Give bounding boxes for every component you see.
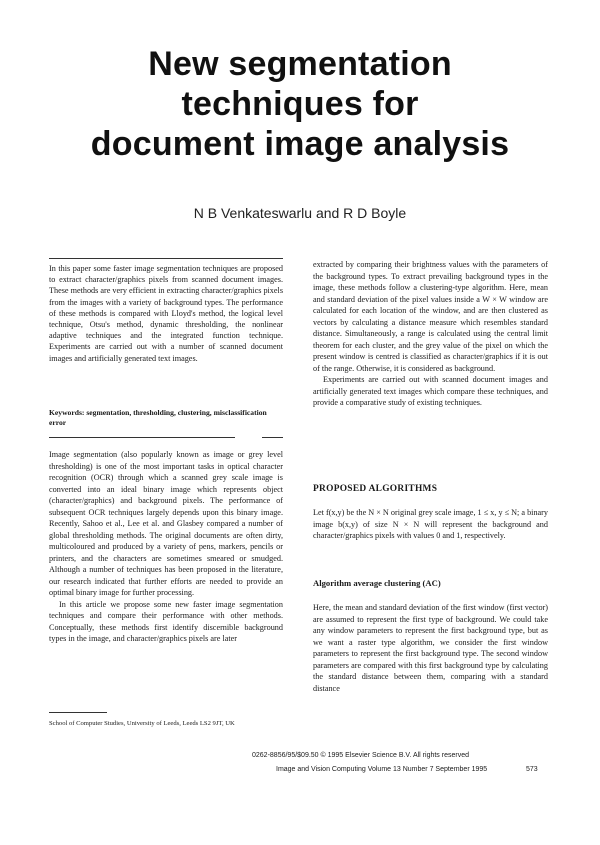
title-line-1: New segmentation	[148, 45, 452, 83]
abstract-bottom-rule	[49, 437, 235, 438]
section-heading-proposed-algorithms: PROPOSED ALGORITHMS	[313, 484, 438, 494]
keywords: Keywords: segmentation, thresholding, clustering, misclassification error	[49, 408, 267, 427]
page-number: 573	[526, 766, 538, 773]
right-paragraph-2: Experiments are carried out with scanned document images and artificially generated text images which compare these techniques, and provide a comparative study of existing techniques.	[313, 375, 548, 407]
abstract-text: In this paper some faster image segmentation techniques are proposed to extract character/graphics pixels from scanned document images. These methods are very efficient in extracting character/graphics pixels from the images with a variety of background types. The performance of these methods is compared with Lloyd's method, the logical level technique, Otsu's method, dynamic thresholding, the nonlinear adaptive techniques and the integrated function technique. Experiments are carried out with a number of scanned document images and artificially generated text images.	[49, 264, 283, 363]
left-column-body	[49, 449, 283, 645]
intro-paragraph-1: Image segmentation (also popularly known as image or grey level thresholding) is one of the most important tasks in optical character recognition (OCR) through which a scanned grey scale image is converted into an ideal binary image which represents object (character/graphics) and background pixels. The performance of subsequent OCR techniques largely depends upon this binary image. Recently, Sahoo et al., Lee et al. and Glasbey compared a number of global thresholding methods. The original documents are often dirty, multicoloured and produced by a variety of pens, markers, pencils or printers, and the characters are sometimes smeared or smudged. Although a number of techniques has been proposed in the literature, our research indicated that further efforts are needed to provide an optimal binary image for further processing.	[49, 450, 283, 597]
abstract-bottom-rule-short	[262, 437, 283, 438]
authors: N B Venkateswarlu and R D Boyle	[193, 205, 407, 221]
subsection-heading-average-clustering: Algorithm average clustering (AC)	[313, 578, 441, 588]
footer-copyright: 0262-8856/95/$09.50 © 1995 Elsevier Science B.V. All rights reserved	[252, 752, 469, 759]
proposed-paragraph: Let f(x,y) be the N × N original grey scale image, 1 ≤ x, y ≤ N; a binary image b(x,y) of size N × N will represent the background and character/graphics pixels with values 0 and 1, respectively.	[313, 508, 548, 540]
title-line-3: document image analysis	[90, 125, 510, 163]
right-column-body	[313, 259, 548, 409]
title-line-2: techniques for	[181, 85, 419, 123]
abstract-top-rule	[49, 258, 283, 259]
ac-paragraph: Here, the mean and standard deviation of the first window (first vector) are assumed to represent the first type of background. We could take any window parameters to represent the first background type, but as we want a raster type algorithm, we consider the first window parameters to represent the first background type. The second window parameters are compared with this first background type by calculating the standard distance between them, comparing with a standard distance	[313, 603, 548, 693]
intro-paragraph-2: In this article we propose some new faster image segmentation techniques and compare their performance with other methods. Conceptually, these methods first identify discernible background types in the image, and character/graphics pixels are later	[49, 599, 283, 643]
affiliation: School of Computer Studies, University of Leeds, Leeds LS2 9JT, UK	[49, 720, 235, 727]
footer-journal: Image and Vision Computing Volume 13 Number 7 September 1995	[276, 766, 488, 773]
footnote-rule	[49, 712, 107, 713]
paper-title	[0, 44, 600, 164]
abstract	[49, 263, 283, 364]
ac-section	[313, 602, 548, 694]
proposed-section	[313, 507, 548, 542]
right-paragraph-1: extracted by comparing their brightness values with the parameters of the background types. To extract prevailing background types in the image, these methods follow a clustering-type algorithm. Here, mean and standard deviation of the pixel values inside a W × W window are calculated for each location of the window, and are then clustered as vectors by calculating a distance measure which resembles standard distance. Simultaneously, a range is calculated using the central limit theorem for each cluster, and the grey value of the pixel on which the present window is centred is classified as character/graphics if it is out of the range. Otherwise, it is considered as background.	[313, 260, 548, 373]
